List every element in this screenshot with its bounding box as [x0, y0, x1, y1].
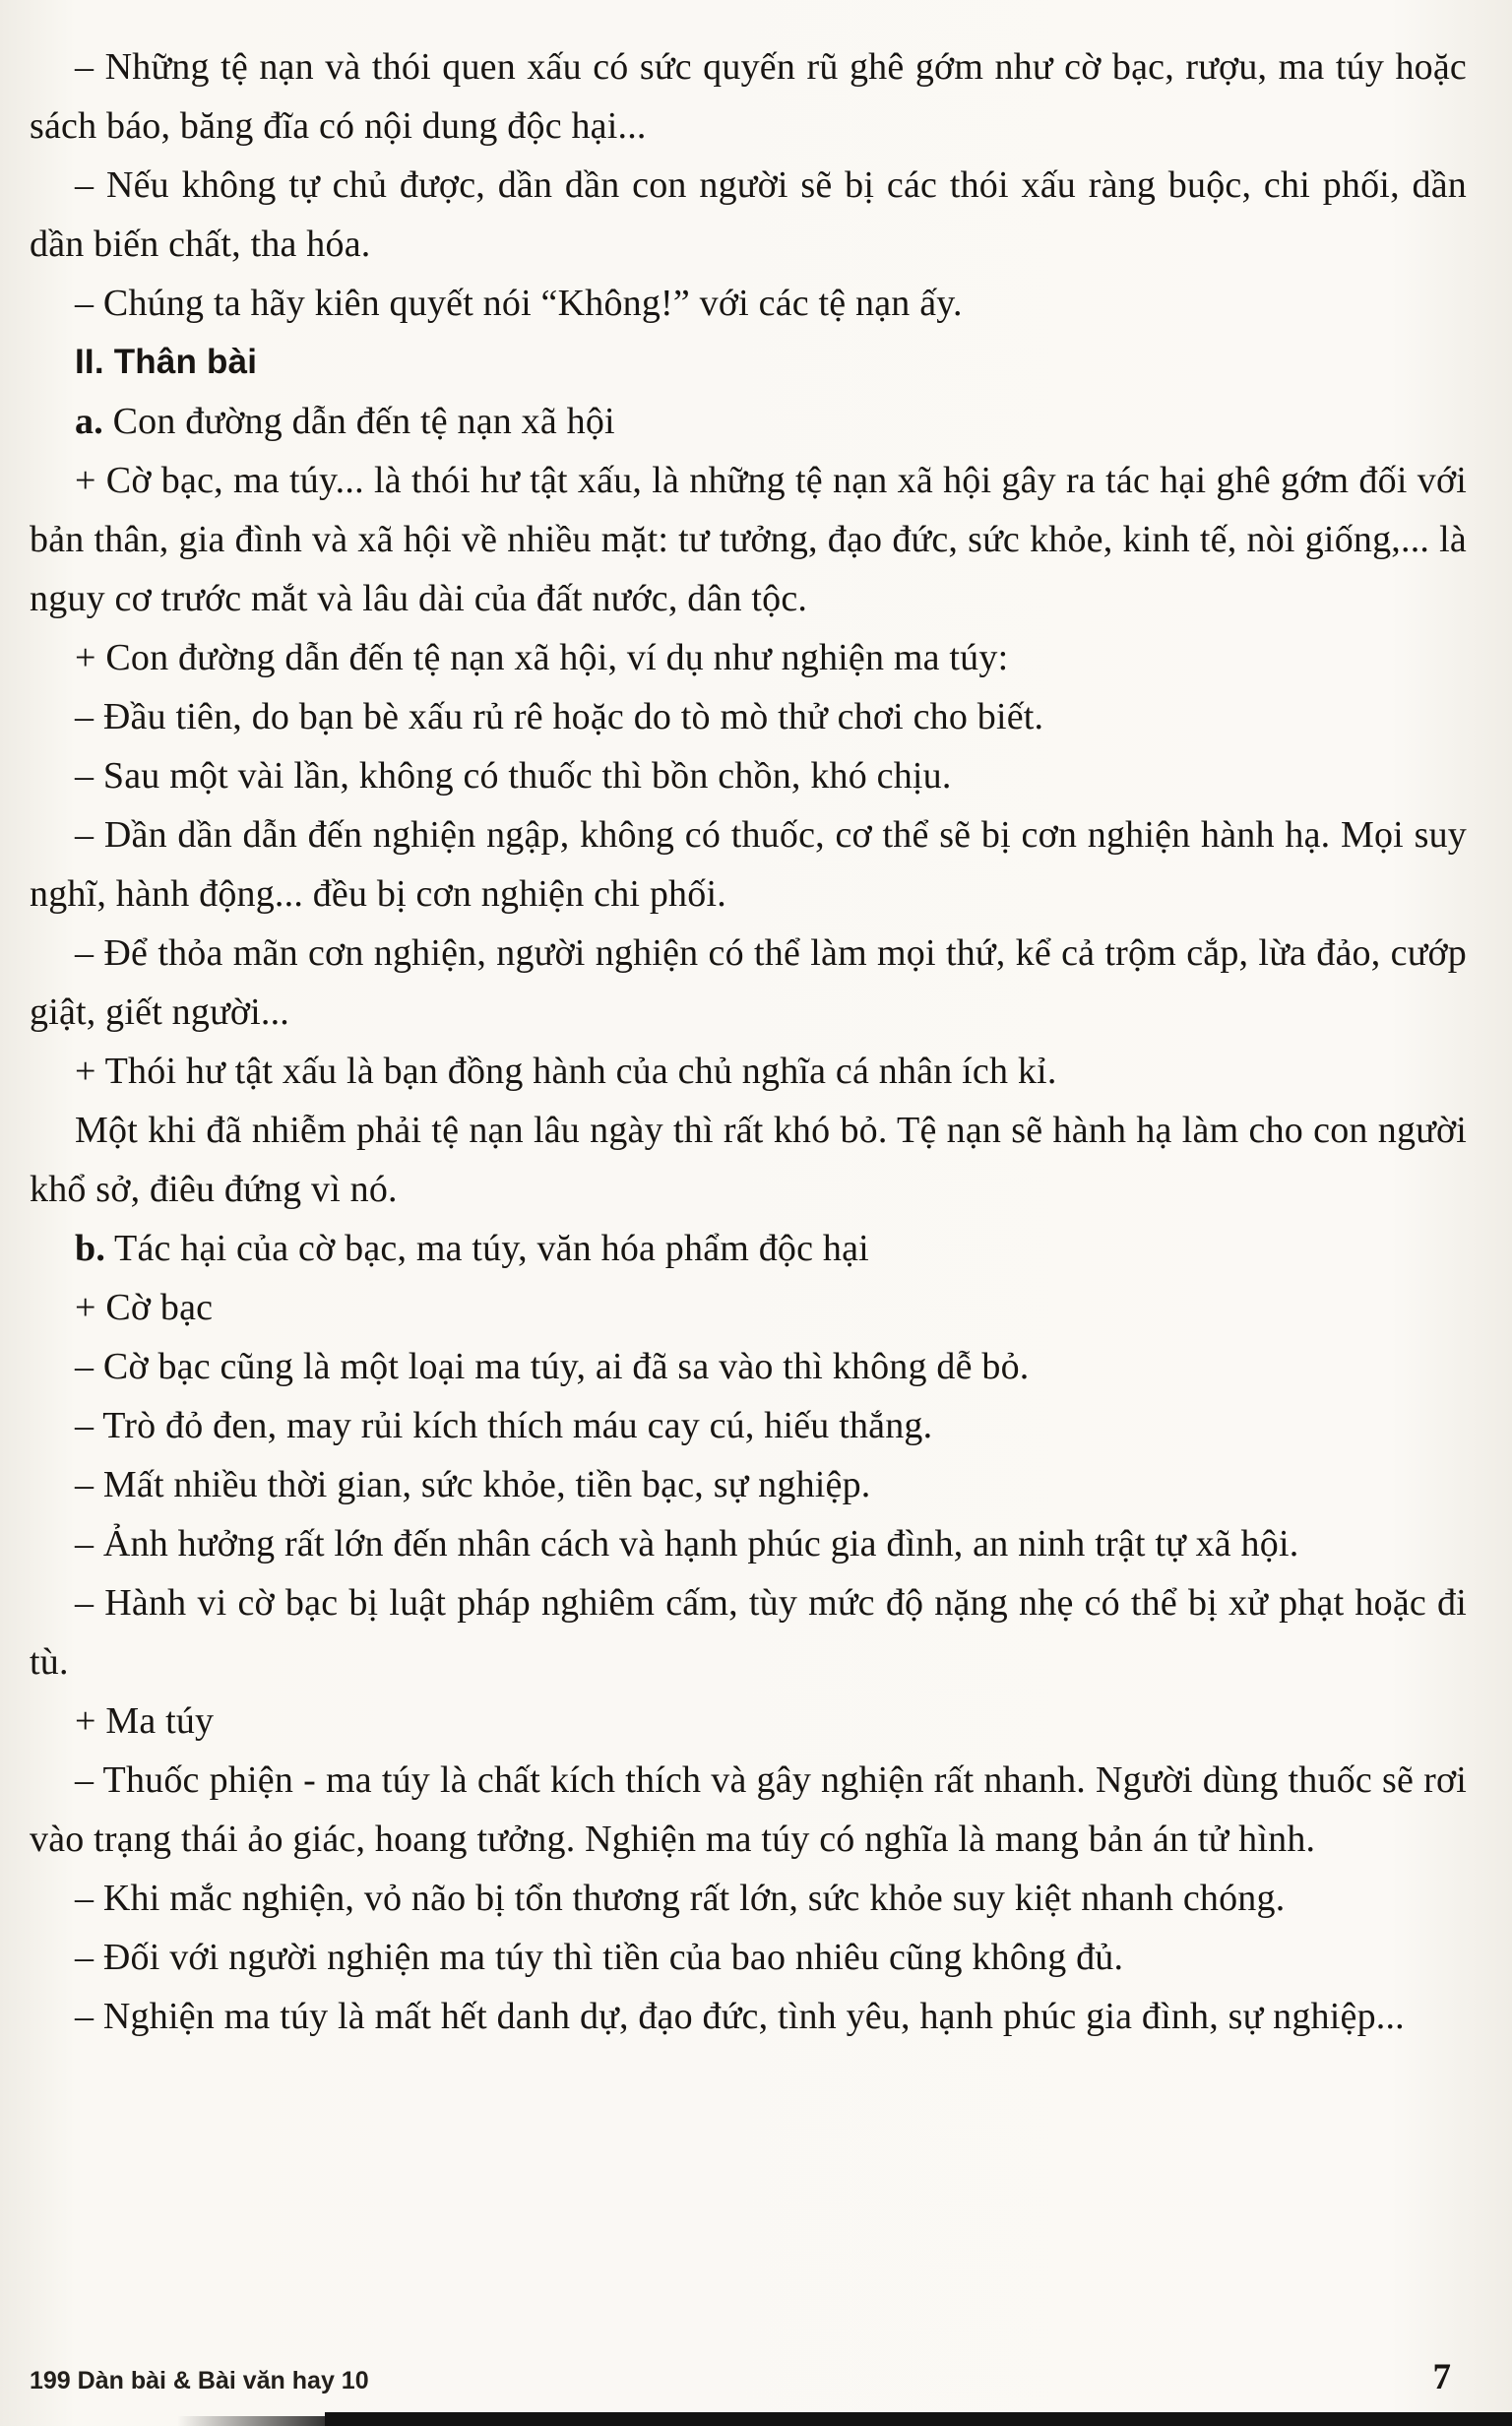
page-content: [30, 37, 1467, 2046]
paragraph: – Ảnh hưởng rất lớn đến nhân cách và hạnh phúc gia đình, an ninh trật tự xã hội.: [75, 1523, 1299, 1564]
paragraph: – Dần dần dẫn đến nghiện ngập, không có thuốc, cơ thể sẽ bị cơn nghiện hành hạ. Mọi suy nghĩ, hành động... đều bị cơn nghiện chi phối.: [30, 814, 1467, 915]
paragraph: – Nếu không tự chủ được, dần dần con người sẽ bị các thói xấu ràng buộc, chi phối, dần dần biến chất, tha hóa.: [30, 164, 1467, 265]
paragraph: – Nghiện ma túy là mất hết danh dự, đạo đức, tình yêu, hạnh phúc gia đình, sự nghiệp...: [75, 1996, 1405, 2037]
paragraph: – Chúng ta hãy kiên quyết nói “Không!” với các tệ nạn ấy.: [75, 283, 963, 324]
paragraph: Một khi đã nhiễm phải tệ nạn lâu ngày thì rất khó bỏ. Tệ nạn sẽ hành hạ làm cho con người khổ sở, điêu đứng vì nó.: [30, 1110, 1467, 1210]
paragraph: – Cờ bạc cũng là một loại ma túy, ai đã sa vào thì không dễ bỏ.: [75, 1346, 1030, 1387]
paragraph: + Ma túy: [75, 1700, 215, 1742]
subsection-letter: b.: [75, 1228, 106, 1269]
subsection-title: Con đường dẫn đến tệ nạn xã hội: [102, 401, 615, 442]
paragraph: + Cờ bạc, ma túy... là thói hư tật xấu, là những tệ nạn xã hội gây ra tác hại ghê gớm đối với bản thân, gia đình và xã hội về nhiều mặt: tư tưởng, đạo đức, sức khỏe, kinh tế, nòi giống,... là nguy cơ trước mắt và lâu dài của đất nước, dân tộc.: [30, 460, 1467, 619]
page-number: 7: [1432, 2357, 1451, 2397]
paragraph: – Để thỏa mãn cơn nghiện, người nghiện có thể làm mọi thứ, kể cả trộm cắp, lừa đảo, cướp giật, giết người...: [30, 932, 1467, 1033]
paragraph: – Sau một vài lần, không có thuốc thì bồn chồn, khó chịu.: [75, 755, 952, 797]
page-footer: [30, 2356, 1451, 2398]
paragraph: – Đầu tiên, do bạn bè xấu rủ rê hoặc do tò mò thử chơi cho biết.: [75, 696, 1044, 737]
paragraph: – Đối với người nghiện ma túy thì tiền của bao nhiêu cũng không đủ.: [75, 1937, 1124, 1978]
paragraph: – Trò đỏ đen, may rủi kích thích máu cay cú, hiếu thắng.: [75, 1405, 933, 1446]
paragraph: + Thói hư tật xấu là bạn đồng hành của chủ nghĩa cá nhân ích kỉ.: [75, 1051, 1057, 1092]
subsection-heading-a: [30, 392, 1467, 451]
subsection-title: Tác hại của cờ bạc, ma túy, văn hóa phẩm độc hại: [105, 1228, 869, 1269]
paragraph: + Con đường dẫn đến tệ nạn xã hội, ví dụ như nghiện ma túy:: [75, 637, 1009, 678]
scan-artifact-bar: [325, 2412, 1512, 2426]
paragraph: – Khi mắc nghiện, vỏ não bị tổn thương rất lớn, sức khỏe suy kiệt nhanh chóng.: [75, 1878, 1286, 1919]
paragraph: – Hành vi cờ bạc bị luật pháp nghiêm cấm, tùy mức độ nặng nhẹ có thể bị xử phạt hoặc đi tù.: [30, 1582, 1467, 1683]
subsection-letter: a.: [75, 401, 103, 442]
book-title: 199 Dàn bài & Bài văn hay 10: [30, 2367, 369, 2394]
section-heading: II. Thân bài: [75, 343, 258, 381]
paragraph: – Những tệ nạn và thói quen xấu có sức quyến rũ ghê gớm như cờ bạc, rượu, ma túy hoặc sách báo, băng đĩa có nội dung độc hại...: [30, 46, 1467, 147]
paragraph: – Mất nhiều thời gian, sức khỏe, tiền bạc, sự nghiệp.: [75, 1464, 871, 1505]
scan-artifact-fade: [177, 2416, 325, 2426]
subsection-heading-b: [30, 1219, 1467, 1278]
paragraph: – Thuốc phiện - ma túy là chất kích thích và gây nghiện rất nhanh. Người dùng thuốc sẽ rơi vào trạng thái ảo giác, hoang tưởng. Nghiện ma túy có nghĩa là mang bản án tử hình.: [30, 1759, 1467, 1860]
paragraph: + Cờ bạc: [75, 1287, 214, 1328]
